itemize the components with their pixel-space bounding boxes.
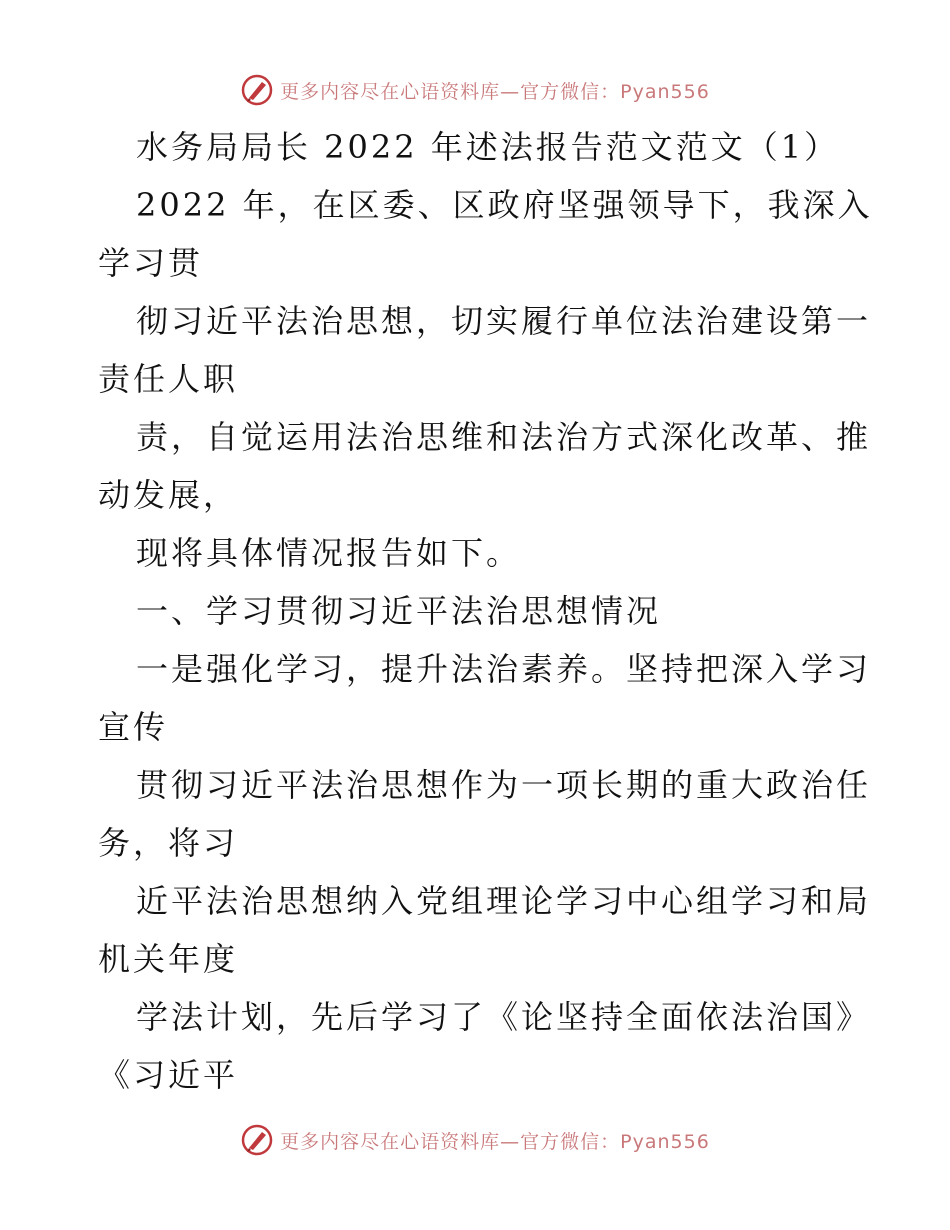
document-line: 学法计划，先后学习了《论坚持全面依法治国》: [136, 998, 872, 1036]
watermark-banner-bottom: [0, 1120, 950, 1160]
document-line: 《习近平: [98, 1056, 239, 1094]
document-line: 学习贯: [98, 244, 204, 282]
document-body: [98, 118, 873, 1104]
document-line: 近平法治思想纳入党组理论学习中心组学习和局: [136, 882, 872, 920]
document-line: 现将具体情况报告如下。: [136, 534, 522, 572]
document-line: 贯彻习近平法治思想作为一项长期的重大政治任: [136, 766, 872, 804]
document-line: 动发展，: [98, 476, 239, 514]
quill-pen-logo-icon: [240, 1123, 274, 1157]
document-line: 责，自觉运用法治思维和法治方式深化改革、推: [136, 418, 872, 456]
watermark-text: 更多内容尽在心语资料库—官方微信：Pyan556: [280, 80, 710, 103]
document-line: 水务局局长 2022 年述法报告范文范文（1）: [136, 128, 840, 166]
quill-pen-logo-icon: [240, 73, 274, 107]
document-line: 彻习近平法治思想，切实履行单位法治建设第一: [136, 302, 872, 340]
document-line: 机关年度: [98, 940, 239, 978]
watermark-banner-top: [0, 70, 950, 110]
document-line: 一是强化学习，提升法治素养。坚持把深入学习: [136, 650, 872, 688]
document-line: 务，将习: [98, 824, 239, 862]
document-line: 2022 年，在区委、区政府坚强领导下，我深入: [136, 186, 873, 224]
document-line: 责任人职: [98, 360, 239, 398]
document-line: 宣传: [98, 708, 169, 746]
watermark-text: 更多内容尽在心语资料库—官方微信：Pyan556: [280, 1130, 710, 1153]
document-line: 一、学习贯彻习近平法治思想情况: [136, 592, 662, 630]
